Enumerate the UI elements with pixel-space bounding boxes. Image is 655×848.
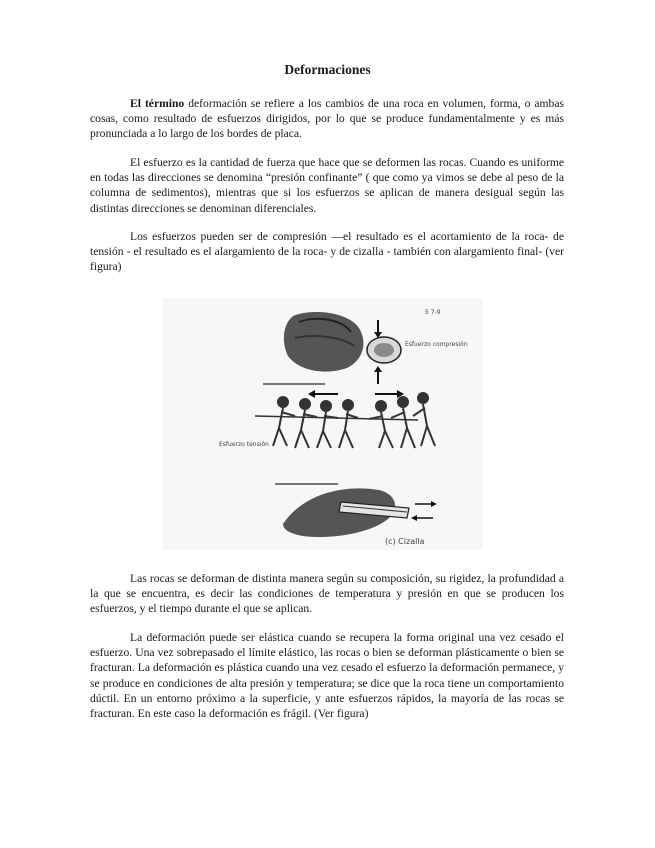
paragraph-definition: [90, 96, 564, 142]
paragraph-definition-text: deformación se refiere a los cambios de una roca en volumen, forma, o ambas cosas, como resultado de esfuerzos dirigidos, por lo que se produce fundamentalmente y es más pronunciada a lo largo de los bordes de placa.: [90, 97, 564, 141]
tension-label: Esfuerzo tensión: [219, 441, 269, 448]
stress-illustration: [163, 298, 483, 550]
paragraph-factors: Las rocas se deforman de distinta manera según su composición, su rigidez, la profundidad a la que se encuentra, es decir las condiciones de temperatura y presión en que se producen los esfuerzos, y el tiempo durante el que se aplican.: [90, 572, 564, 616]
svg-text:5 7-9: 5 7-9: [425, 309, 441, 316]
paragraph-stress-types: Los esfuerzos pueden ser de compresión —el resultado es el acortamiento de la roca- de tensión - el resultado es el alargamiento de la roca- y de cizalla - también con alargamiento final- (ver figura): [90, 230, 564, 274]
shear-label: (c) Cizalla: [385, 537, 425, 546]
compression-label: Esfuerzo compresión: [405, 341, 468, 348]
paragraph-stress: El esfuerzo es la cantidad de fuerza que hace que se deformen las rocas. Cuando es uniforme en todas las direcciones se denomina “presión confinante” ( que como ya vimos se debe al peso de la columna de sedimentos), mientras que si los esfuerzos se aplican de manera desigual según las distintas direcciones se denominan diferenciales.: [90, 156, 564, 215]
page-title: Deformaciones: [284, 62, 371, 77]
stress-types-figure: [163, 298, 483, 550]
term-lead: El término: [130, 97, 185, 110]
paragraph-elastic-plastic: La deformación puede ser elástica cuando se recupera la forma original una vez cesado el esfuerzo. Una vez sobrepasado el límite elástico, las rocas o bien se deforman plásticamente o bien se fracturan. La deformación es plástica cuando una vez cesado el esfuerzo la deformación permanece, y se produce en condiciones de alta presión y temperatura; se dice que la roca tiene un comportamiento dúctil. En un entorno próximo a la superficie, y ante esfuerzos rápidos, la mayoría de las rocas se fracturan. En este caso la deformación es frágil. (Ver figura): [90, 631, 564, 721]
